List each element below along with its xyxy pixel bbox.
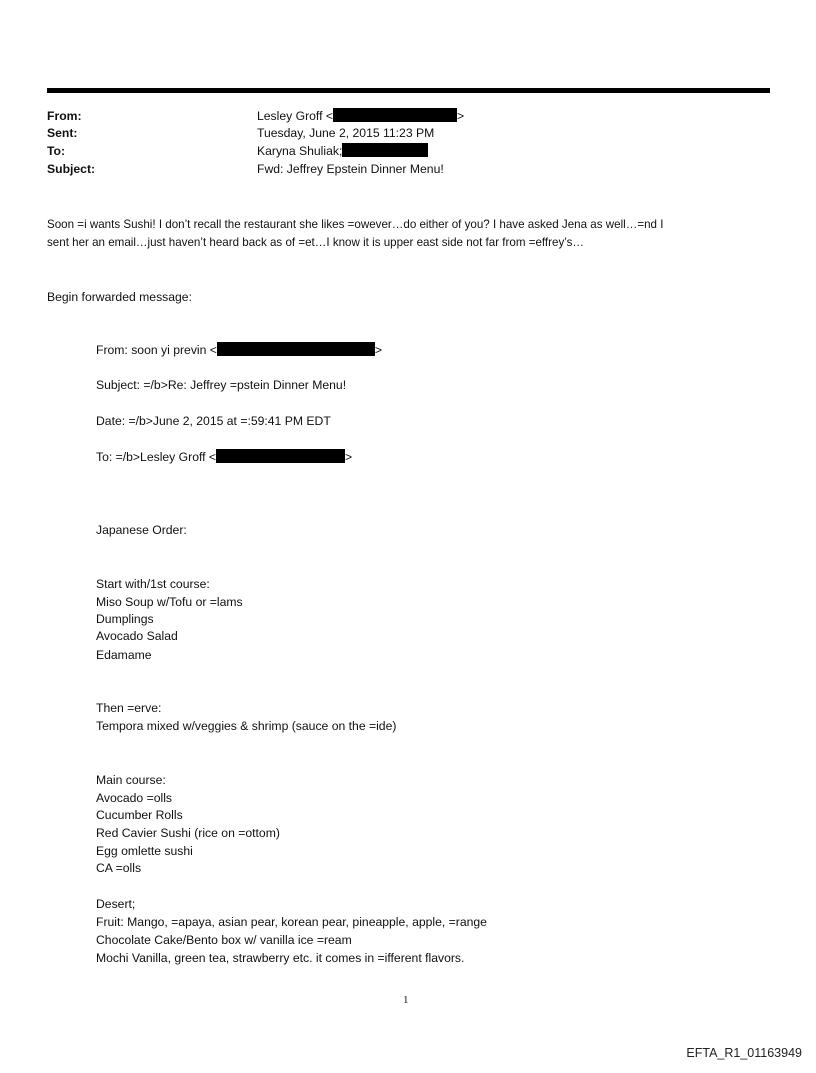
fwd-date: Date: =/b>June 2, 2015 at =:59:41 PM EDT xyxy=(96,414,331,428)
menu-item: Edamame xyxy=(96,648,152,662)
menu-item: Egg omlette sushi xyxy=(96,844,193,858)
body-line: Soon =i wants Sushi! I don’t recall the restaurant she likes =owever…do either of you? I have asked Jena as well…=nd I xyxy=(47,218,664,231)
from-value xyxy=(257,108,464,124)
subject-label: Subject: xyxy=(47,162,96,176)
fwd-to xyxy=(96,449,352,465)
menu-heading: Start with/1st course: xyxy=(96,577,210,591)
menu-item: Cucumber Rolls xyxy=(96,808,183,822)
page-number: 1 xyxy=(403,994,409,1006)
to-label: To: xyxy=(47,144,66,158)
fwd-subject: Subject: =/b>Re: Jeffrey =pstein Dinner Menu! xyxy=(96,378,347,392)
redaction xyxy=(333,108,457,122)
header-rule xyxy=(47,88,770,93)
fwd-from-text: From: soon yi previn < xyxy=(96,343,217,357)
menu-item: Mochi Vanilla, green tea, strawberry etc. it comes in =ifferent flavors. xyxy=(96,951,465,965)
sent-label: Sent: xyxy=(47,126,78,140)
sent-value: Tuesday, June 2, 2015 11:23 PM xyxy=(257,126,435,140)
menu-heading: Then =erve: xyxy=(96,701,162,715)
from-name: Lesley Groff < xyxy=(257,109,333,123)
body-line: sent her an email…just haven’t heard back as of =et…I know it is upper east side not far from =effrey’s… xyxy=(47,236,585,249)
menu-item: Chocolate Cake/Bento box w/ vanilla ice =ream xyxy=(96,933,352,947)
menu-heading: Main course: xyxy=(96,773,166,787)
fwd-to-text: To: =/b>Lesley Groff < xyxy=(96,450,217,464)
menu-item: Tempora mixed w/veggies & shrimp (sauce on the =ide) xyxy=(96,719,397,733)
from-label: From: xyxy=(47,109,82,123)
menu-item: Miso Soup w/Tofu or =lams xyxy=(96,595,243,609)
fwd-from xyxy=(96,342,382,358)
redaction xyxy=(216,449,345,463)
menu-title: Japanese Order: xyxy=(96,523,187,537)
menu-item: Fruit: Mango, =apaya, asian pear, korean pear, pineapple, apple, =range xyxy=(96,915,487,929)
menu-item: Dumplings xyxy=(96,612,154,626)
to-value xyxy=(257,143,428,159)
to-name: Karyna Shuliak; xyxy=(257,144,343,158)
fwd-to-close: > xyxy=(345,450,353,464)
menu-heading: Desert; xyxy=(96,897,136,911)
fwd-from-close: > xyxy=(374,343,383,357)
menu-item: CA =olls xyxy=(96,861,142,875)
menu-item: Red Cavier Sushi (rice on =ottom) xyxy=(96,826,280,840)
subject-value: Fwd: Jeffrey Epstein Dinner Menu! xyxy=(257,162,444,176)
begin-forwarded: Begin forwarded message: xyxy=(47,290,192,304)
redaction xyxy=(342,143,428,157)
from-close: > xyxy=(457,109,465,123)
redaction xyxy=(217,342,375,356)
menu-item: Avocado =olls xyxy=(96,791,172,805)
bates-number: EFTA_R1_01163949 xyxy=(686,1046,802,1060)
menu-item: Avocado Salad xyxy=(96,629,178,643)
